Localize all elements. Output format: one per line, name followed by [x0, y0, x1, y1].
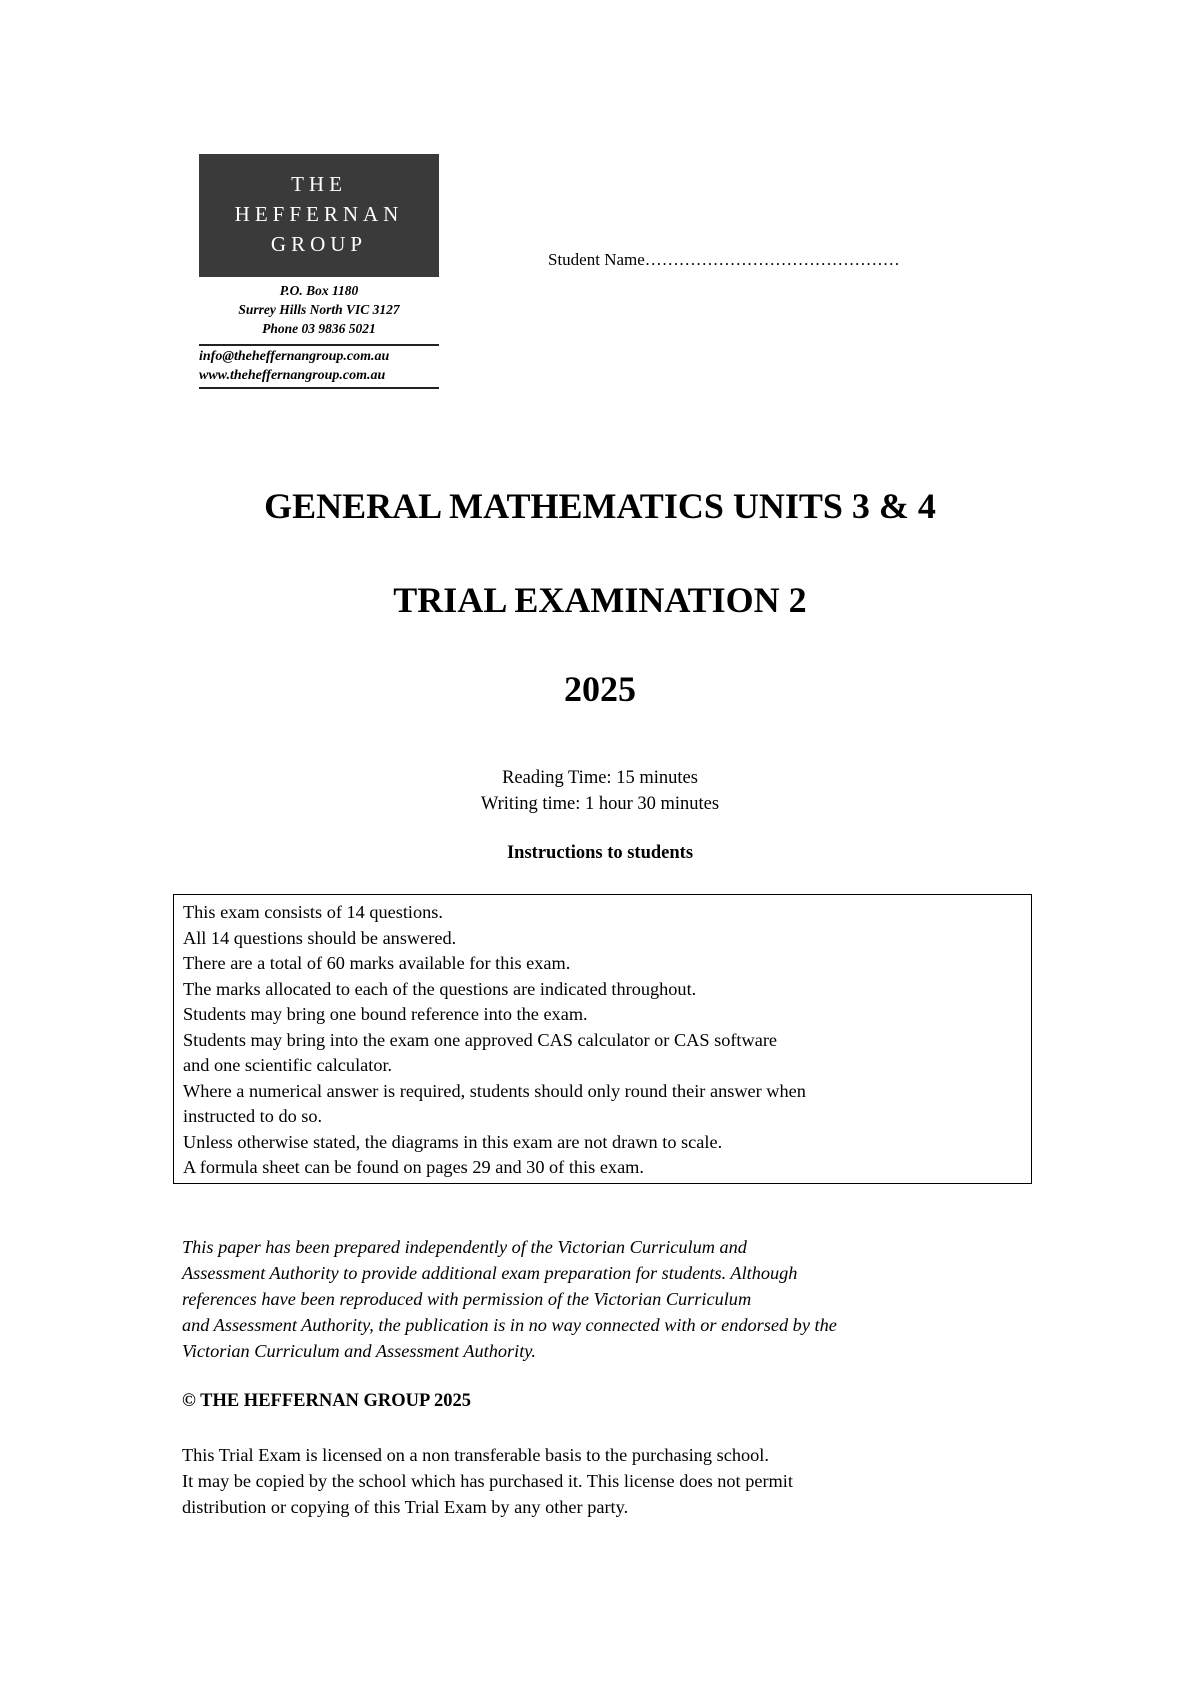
publisher-contact [199, 347, 439, 385]
license-line: distribution or copying of this Trial Exam by any other party. [182, 1497, 629, 1517]
instruction-line: A formula sheet can be found on pages 29 and 30 of this exam. [183, 1157, 644, 1177]
disclaimer-line: and Assessment Authority, the publication is in no way connected with or endorsed by the [182, 1315, 837, 1335]
instruction-line: There are a total of 60 marks available for this exam. [183, 953, 571, 973]
instruction-line: Where a numerical answer is required, students should only round their answer when [183, 1080, 806, 1101]
instruction-line: Unless otherwise stated, the diagrams in this exam are not drawn to scale. [183, 1131, 723, 1152]
address-po-box: P.O. Box 1180 [279, 283, 359, 298]
instruction-line: The marks allocated to each of the questions are indicated throughout. [183, 978, 697, 999]
address-phone: Phone 03 9836 5021 [262, 321, 376, 336]
publisher-address [199, 281, 439, 338]
instructions-heading: Instructions to students [506, 843, 694, 863]
reading-time: Reading Time: 15 minutes [502, 768, 698, 788]
exam-title: GENERAL MATHEMATICS UNITS 3 & 4 [264, 486, 936, 526]
instruction-line: Students may bring one bound reference into the exam. [183, 1004, 588, 1024]
disclaimer-line: references have been reproduced with permission of the Victorian Curriculum [182, 1289, 752, 1309]
exam-subtitle: TRIAL EXAMINATION 2 [393, 580, 807, 620]
student-name-field[interactable]: Student Name……………………………………… [548, 250, 900, 269]
license-notice [182, 1442, 1032, 1520]
disclaimer-line: This paper has been prepared independently of the Victorian Curriculum and [182, 1237, 747, 1257]
publisher-website: www.theheffernangroup.com.au [199, 368, 386, 383]
logo-line-group: GROUP [270, 232, 368, 256]
copyright-notice: © THE HEFFERNAN GROUP 2025 [182, 1391, 471, 1411]
instruction-line: and one scientific calculator. [183, 1055, 393, 1075]
instruction-line: instructed to do so. [183, 1106, 323, 1126]
contact-divider-top [199, 344, 439, 346]
license-line: This Trial Exam is licensed on a non transferable basis to the purchasing school. [182, 1445, 769, 1465]
disclaimer [182, 1234, 1032, 1364]
address-suburb: Surrey Hills North VIC 3127 [238, 302, 400, 317]
instruction-line: This exam consists of 14 questions. [183, 902, 443, 922]
license-line: It may be copied by the school which has purchased it. This license does not permit [182, 1471, 793, 1491]
exam-year: 2025 [564, 669, 636, 709]
logo-line-heffernan: HEFFERNAN [234, 202, 404, 226]
instruction-line: All 14 questions should be answered. [183, 927, 457, 948]
logo-line-the: THE [291, 172, 347, 196]
publisher-email: info@theheffernangroup.com.au [199, 349, 390, 364]
disclaimer-line: Assessment Authority to provide additional exam preparation for students. Although [182, 1263, 798, 1283]
contact-divider-bottom [199, 387, 439, 389]
disclaimer-line: Victorian Curriculum and Assessment Authority. [182, 1341, 536, 1361]
writing-time: Writing time: 1 hour 30 minutes [480, 794, 720, 814]
instruction-line: Students may bring into the exam one approved CAS calculator or CAS software [183, 1029, 778, 1050]
instructions-box [173, 894, 1032, 1184]
publisher-logo [199, 154, 439, 277]
